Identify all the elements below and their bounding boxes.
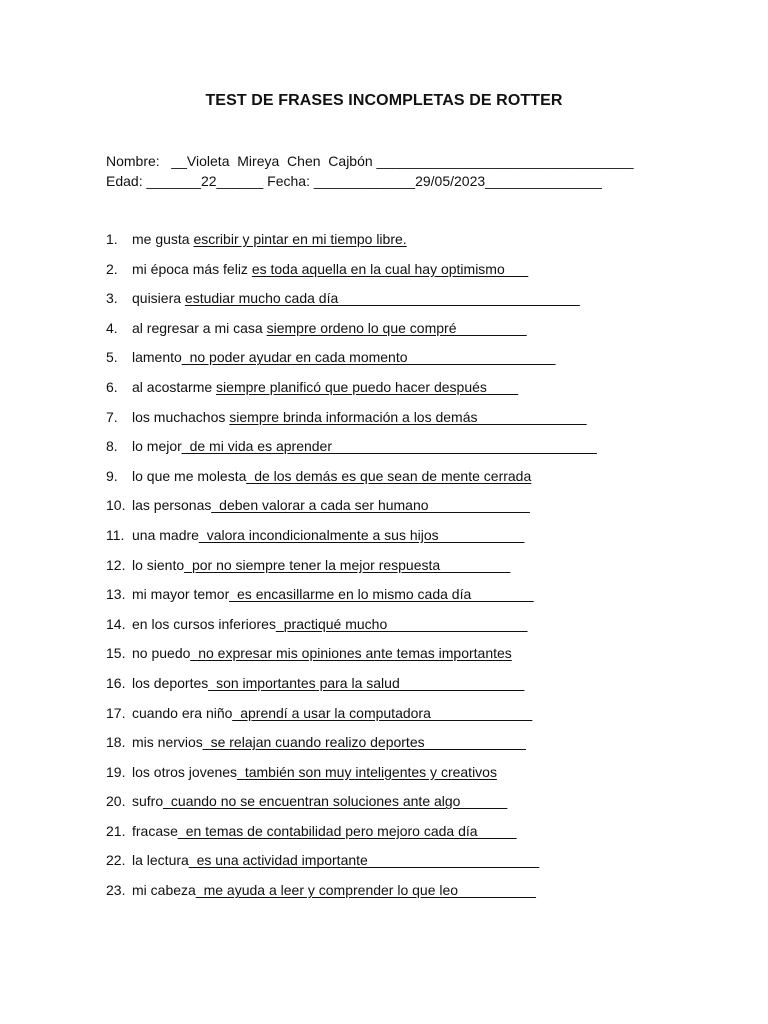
list-item	[106, 852, 746, 882]
item-number: 9.	[106, 467, 118, 484]
item-answer: _cuando no se encuentran soluciones ante algo______	[163, 793, 508, 810]
item-answer: estudiar mucho cada día_______________________________	[184, 290, 580, 307]
item-number: 11.	[106, 526, 125, 543]
item-number: 13.	[106, 586, 126, 603]
item-number: 22.	[106, 852, 126, 869]
item-number: 8.	[106, 438, 118, 455]
item-number: 21.	[106, 822, 126, 839]
item-prompt: me gusta	[132, 231, 194, 247]
item-number: 5.	[106, 349, 118, 366]
item-prompt: cuando era niño	[132, 704, 233, 721]
item-number: 18.	[106, 734, 126, 751]
sentence-list	[106, 231, 746, 912]
item-number: 16.	[106, 674, 126, 691]
item-prompt: al regresar a mi casa	[132, 319, 267, 336]
list-item	[106, 793, 746, 823]
item-answer: _de los demás es que sean de mente cerrada	[246, 467, 532, 484]
list-item	[106, 764, 746, 794]
list-item	[106, 409, 746, 439]
item-answer: _me ayuda a leer y comprender lo que leo__________	[195, 882, 536, 899]
item-prompt: fracase	[132, 822, 178, 839]
item-prompt: mis nervios	[132, 734, 203, 751]
item-prompt: lo mejor	[132, 438, 182, 455]
list-item	[106, 734, 746, 764]
list-item	[106, 823, 746, 853]
item-answer: _practiqué mucho__________________	[275, 615, 528, 632]
item-prompt: sufro	[132, 793, 164, 810]
list-item	[106, 882, 746, 912]
item-answer: _también son muy inteligentes y creativos	[237, 763, 497, 780]
item-prompt: no puedo	[132, 645, 191, 662]
item-answer: escribir y pintar en mi tiempo libre.	[193, 231, 407, 247]
list-item	[106, 261, 746, 291]
list-item	[106, 616, 746, 646]
item-number: 4.	[106, 319, 118, 336]
list-item	[106, 586, 746, 616]
item-number: 6.	[106, 378, 118, 395]
list-item	[106, 705, 746, 735]
item-number: 19.	[106, 763, 126, 780]
item-answer: _no expresar mis opiniones ante temas importantes	[190, 645, 512, 662]
list-item	[106, 349, 746, 379]
item-prompt: al acostarme	[132, 378, 217, 395]
age-date-line: Edad: _______22______ Fecha: _____________29/05/2023_______________	[106, 173, 602, 189]
list-item	[106, 468, 746, 498]
item-number: 7.	[106, 408, 118, 425]
document-title: TEST DE FRASES INCOMPLETAS DE ROTTER	[205, 92, 563, 109]
item-prompt: lo siento	[132, 556, 185, 573]
item-prompt: los muchachos	[132, 408, 230, 425]
item-prompt: las personas	[132, 497, 212, 514]
item-answer: siempre planificó que puedo hacer después____	[216, 378, 519, 395]
item-answer: _en temas de contabilidad pero mejoro cada día_____	[177, 822, 517, 839]
list-item	[106, 645, 746, 675]
item-answer: _se relajan cuando realizo deportes_____________	[202, 734, 526, 751]
list-item	[106, 231, 746, 261]
list-item	[106, 438, 746, 468]
item-number: 14.	[106, 615, 126, 632]
item-answer: _son importantes para la salud________________	[208, 674, 525, 691]
list-item	[106, 320, 746, 350]
item-answer: _aprendí a usar la computadora_____________	[232, 704, 533, 721]
item-answer: _es encasillarme en lo mismo cada día________	[229, 586, 534, 603]
item-answer: _por no siempre tener la mejor respuesta_________	[184, 556, 511, 573]
item-prompt: lamento	[132, 349, 182, 366]
item-number: 1.	[106, 231, 118, 247]
name-line: Nombre: __Violeta Mireya Chen Cajbón _________________________________	[106, 153, 634, 169]
item-answer: _valora incondicionalmente a sus hijos___________	[198, 526, 525, 543]
item-number: 15.	[106, 645, 126, 662]
list-item	[106, 290, 746, 320]
item-prompt: los otros jovenes	[132, 763, 238, 780]
item-answer: es toda aquella en la cual hay optimismo___	[251, 260, 529, 277]
item-number: 23.	[106, 882, 126, 899]
item-prompt: una madre	[132, 526, 199, 543]
item-answer: _no poder ayudar en cada momento___________________	[181, 349, 556, 366]
list-item	[106, 497, 746, 527]
item-prompt: los deportes	[132, 674, 209, 691]
item-number: 10.	[106, 497, 126, 514]
item-answer: _es una actividad importante______________________	[188, 852, 540, 869]
item-prompt: mi mayor temor	[132, 586, 230, 603]
item-prompt: en los cursos inferiores	[132, 615, 276, 632]
item-answer: siempre ordeno lo que compré_________	[266, 319, 527, 336]
item-prompt: mi cabeza	[132, 882, 196, 899]
item-prompt: la lectura	[132, 852, 189, 869]
item-number: 17.	[106, 704, 126, 721]
item-number: 3.	[106, 290, 118, 307]
list-item	[106, 557, 746, 587]
item-prompt: mi época más feliz	[132, 260, 252, 277]
item-prompt: quisiera	[132, 290, 185, 307]
item-number: 20.	[106, 793, 126, 810]
item-answer: siempre brinda información a los demás______________	[229, 408, 587, 425]
item-answer: _de mi vida es aprender__________________________________	[181, 438, 597, 455]
list-item	[106, 675, 746, 705]
list-item	[106, 379, 746, 409]
item-answer: _deben valorar a cada ser humano_____________	[211, 497, 530, 514]
list-item	[106, 527, 746, 557]
item-number: 12.	[106, 556, 126, 573]
item-number: 2.	[106, 260, 118, 277]
item-prompt: lo que me molesta	[132, 467, 247, 484]
